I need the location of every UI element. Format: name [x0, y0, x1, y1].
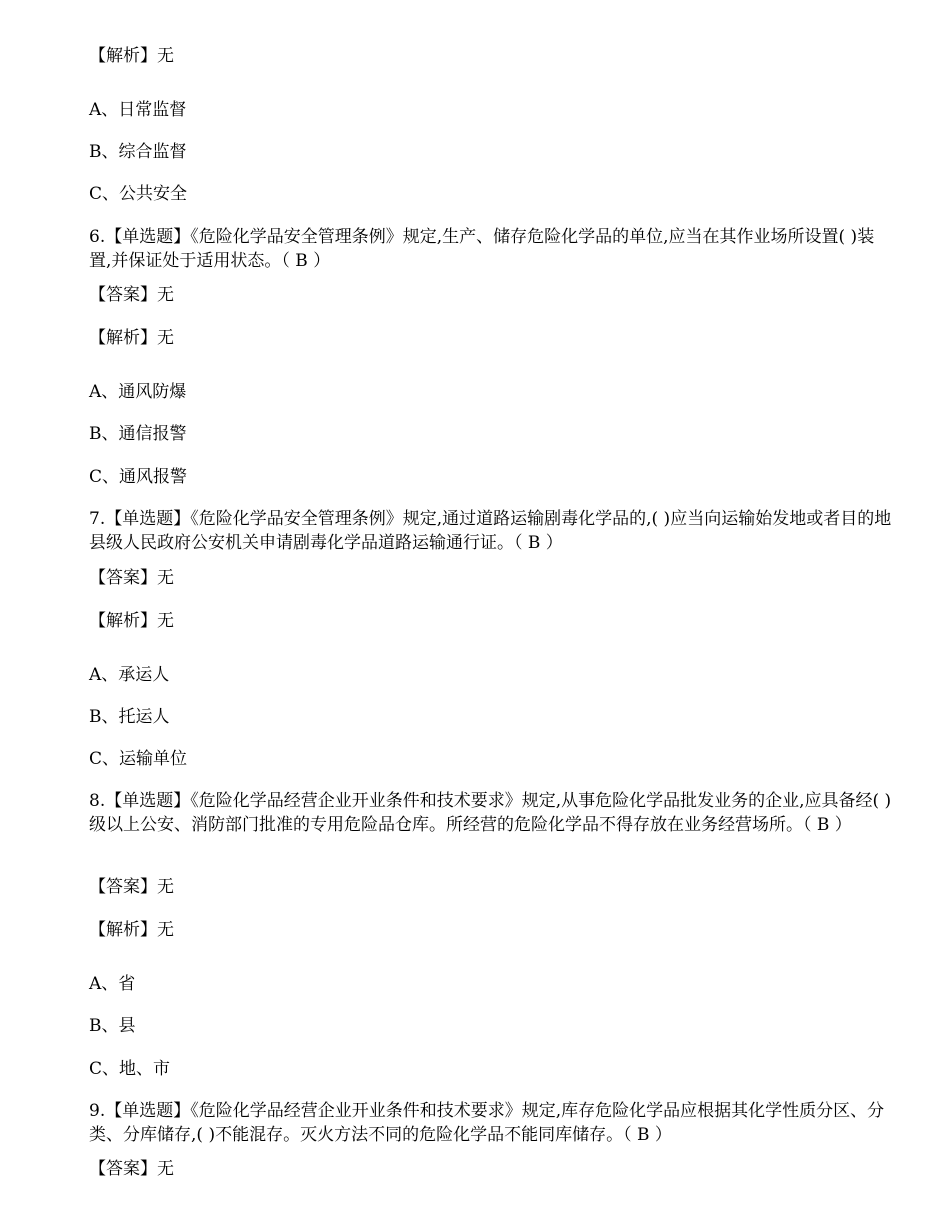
option-b: B、通信报警: [89, 424, 187, 444]
option-c: C、通风报警: [89, 467, 188, 487]
answer-line: 【答案】无: [89, 285, 174, 305]
option-c: C、公共安全: [89, 184, 188, 204]
analysis-line: 【解析】无: [89, 920, 174, 940]
answer-line: 【答案】无: [89, 1159, 174, 1179]
question-8-text: 8.【单选题】《危险化学品经营企业开业条件和技术要求》规定,从事危险化学品批发业务的企业,应具备经( )级以上公安、消防部门批准的专用危险品仓库。所经营的危险化学品不得存放在业务经营场所。（ B ）: [89, 791, 892, 835]
question-7-text: 7.【单选题】《危险化学品安全管理条例》规定,通过道路运输剧毒化学品的,( )应当向运输始发地或者目的地县级人民政府公安机关申请剧毒化学品道路运输通行证。（ B ）: [89, 509, 892, 553]
option-a: A、日常监督: [89, 100, 187, 120]
answer-line: 【答案】无: [89, 877, 174, 897]
option-c: C、运输单位: [89, 749, 188, 769]
option-b: B、托运人: [89, 707, 170, 727]
analysis-line: 【解析】无: [89, 611, 174, 631]
analysis-line: 【解析】无: [89, 328, 174, 348]
option-a: A、承运人: [89, 665, 170, 685]
answer-line: 【答案】无: [89, 568, 174, 588]
option-b: B、综合监督: [89, 142, 187, 162]
question-9-text: 9.【单选题】《危险化学品经营企业开业条件和技术要求》规定,库存危险化学品应根据其化学性质分区、分类、分库储存,( )不能混存。灭火方法不同的危险化学品不能同库储存。（ B ）: [89, 1101, 885, 1145]
option-b: B、县: [89, 1016, 136, 1036]
question-6-text: 6.【单选题】《危险化学品安全管理条例》规定,生产、储存危险化学品的单位,应当在其作业场所设置( )装置,并保证处于适用状态。（ B ）: [89, 227, 875, 271]
option-a: A、省: [89, 974, 136, 994]
option-c: C、地、市: [89, 1059, 171, 1079]
option-a: A、通风防爆: [89, 382, 187, 402]
analysis-line: 【解析】无: [89, 46, 174, 66]
